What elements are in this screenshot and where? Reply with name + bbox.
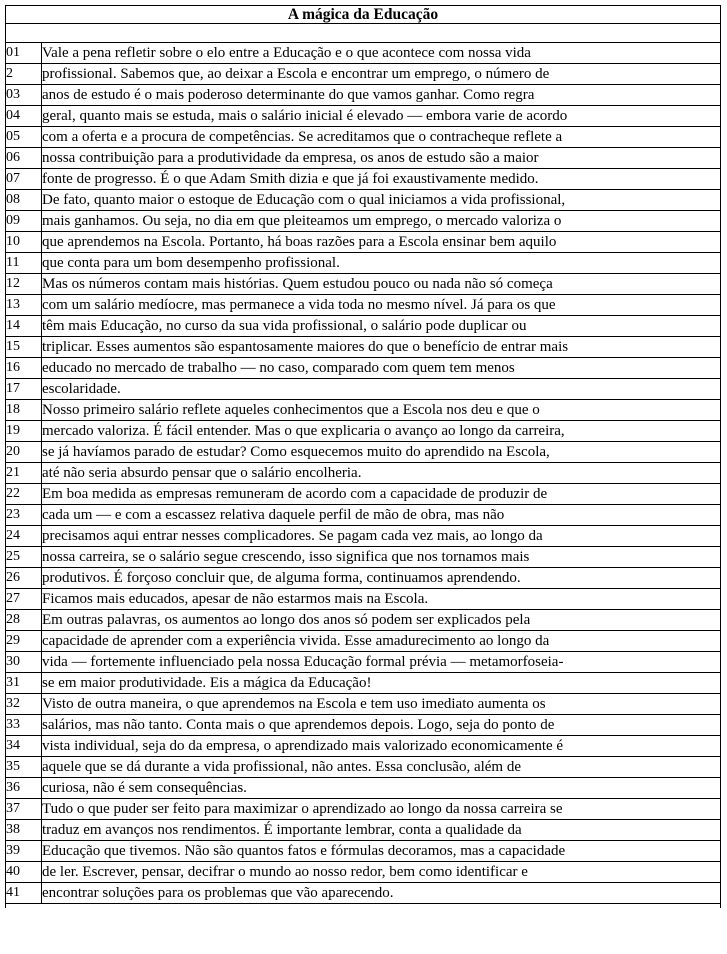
line-number: 15 bbox=[6, 337, 42, 358]
line-number: 14 bbox=[6, 316, 42, 337]
line-number: 05 bbox=[6, 127, 42, 148]
line-text: que conta para um bom desempenho profissional. bbox=[42, 253, 721, 274]
document-body bbox=[6, 6, 721, 43]
document-line-row bbox=[6, 820, 721, 841]
line-number: 35 bbox=[6, 757, 42, 778]
line-text: vista individual, seja do da empresa, o aprendizado mais valorizado economicamente é bbox=[42, 736, 721, 757]
line-number: 40 bbox=[6, 862, 42, 883]
line-number: 04 bbox=[6, 106, 42, 127]
line-text: se já havíamos parado de estudar? Como esquecemos muito do aprendido na Escola, bbox=[42, 442, 721, 463]
line-text: que aprendemos na Escola. Portanto, há boas razões para a Escola ensinar bem aquilo bbox=[42, 232, 721, 253]
document-line-row bbox=[6, 190, 721, 211]
line-text: Visto de outra maneira, o que aprendemos na Escola e tem uso imediato aumenta os bbox=[42, 694, 721, 715]
document-line-row bbox=[6, 253, 721, 274]
document-line-row bbox=[6, 85, 721, 106]
document-line-row bbox=[6, 484, 721, 505]
line-number: 25 bbox=[6, 547, 42, 568]
document-line-row bbox=[6, 694, 721, 715]
line-number: 17 bbox=[6, 379, 42, 400]
document-line-row bbox=[6, 463, 721, 484]
document-line-row bbox=[6, 526, 721, 547]
document-line-row bbox=[6, 778, 721, 799]
line-number: 29 bbox=[6, 631, 42, 652]
document-line-row bbox=[6, 316, 721, 337]
line-text: escolaridade. bbox=[42, 379, 721, 400]
line-number: 09 bbox=[6, 211, 42, 232]
line-text: vida — fortemente influenciado pela nossa Educação formal prévia — metamorfoseia- bbox=[42, 652, 721, 673]
line-text: De fato, quanto maior o estoque de Educação com o qual iniciamos a vida profissional, bbox=[42, 190, 721, 211]
document-line-row bbox=[6, 211, 721, 232]
line-number: 31 bbox=[6, 673, 42, 694]
document-line-row bbox=[6, 295, 721, 316]
line-text: mercado valoriza. É fácil entender. Mas o que explicaria o avanço ao longo da carreira, bbox=[42, 421, 721, 442]
title-row bbox=[6, 6, 721, 24]
line-number: 06 bbox=[6, 148, 42, 169]
line-number: 34 bbox=[6, 736, 42, 757]
line-text: curiosa, não é sem consequências. bbox=[42, 778, 721, 799]
document-line-row bbox=[6, 589, 721, 610]
line-number: 21 bbox=[6, 463, 42, 484]
line-number: 37 bbox=[6, 799, 42, 820]
line-number: 20 bbox=[6, 442, 42, 463]
document-line-row bbox=[6, 421, 721, 442]
line-number: 12 bbox=[6, 274, 42, 295]
line-text: Tudo o que puder ser feito para maximizar o aprendizado ao longo da nossa carreira se bbox=[42, 799, 721, 820]
document-line-row bbox=[6, 631, 721, 652]
line-number: 18 bbox=[6, 400, 42, 421]
line-number: 22 bbox=[6, 484, 42, 505]
line-text: nossa contribuição para a produtividade da empresa, os anos de estudo são a maior bbox=[42, 148, 721, 169]
line-number: 36 bbox=[6, 778, 42, 799]
line-number: 27 bbox=[6, 589, 42, 610]
line-number: 38 bbox=[6, 820, 42, 841]
line-text: produtivos. É forçoso concluir que, de alguma forma, continuamos aprendendo. bbox=[42, 568, 721, 589]
document-line-row bbox=[6, 127, 721, 148]
line-number: 10 bbox=[6, 232, 42, 253]
line-number: 16 bbox=[6, 358, 42, 379]
line-text: mais ganhamos. Ou seja, no dia em que pleiteamos um emprego, o mercado valoriza o bbox=[42, 211, 721, 232]
document-line-row bbox=[6, 169, 721, 190]
line-text: Educação que tivemos. Não são quantos fatos e fórmulas decoramos, mas a capacidade bbox=[42, 841, 721, 862]
page-bottom-stub-inner bbox=[5, 904, 721, 908]
numbered-lines bbox=[6, 43, 721, 904]
line-number: 32 bbox=[6, 694, 42, 715]
line-text: de ler. Escrever, pensar, decifrar o mundo ao nosso redor, bem como identificar e bbox=[42, 862, 721, 883]
line-text: Nosso primeiro salário reflete aqueles conhecimentos que a Escola nos deu e que o bbox=[42, 400, 721, 421]
document-line-row bbox=[6, 757, 721, 778]
document-line-row bbox=[6, 568, 721, 589]
line-text: salários, mas não tanto. Conta mais o que aprendemos depois. Logo, seja do ponto de bbox=[42, 715, 721, 736]
document-line-row bbox=[6, 337, 721, 358]
document-line-row bbox=[6, 106, 721, 127]
line-text: cada um — e com a escassez relativa daquele perfil de mão de obra, mas não bbox=[42, 505, 721, 526]
spacer-row bbox=[6, 24, 721, 43]
document-line-row bbox=[6, 43, 721, 64]
line-text: Vale a pena refletir sobre o elo entre a Educação e o que acontece com nossa vida bbox=[42, 43, 721, 64]
line-text: com um salário medíocre, mas permanece a vida toda no mesmo nível. Já para os que bbox=[42, 295, 721, 316]
document-line-row bbox=[6, 883, 721, 904]
document-line-row bbox=[6, 358, 721, 379]
line-text: capacidade de aprender com a experiência vivida. Esse amadurecimento ao longo da bbox=[42, 631, 721, 652]
document-line-row bbox=[6, 232, 721, 253]
line-text: até não seria absurdo pensar que o salário encolheria. bbox=[42, 463, 721, 484]
line-number: 28 bbox=[6, 610, 42, 631]
line-number: 01 bbox=[6, 43, 42, 64]
document-line-row bbox=[6, 148, 721, 169]
line-number: 07 bbox=[6, 169, 42, 190]
line-text: se em maior produtividade. Eis a mágica da Educação! bbox=[42, 673, 721, 694]
document-line-row bbox=[6, 610, 721, 631]
document-line-row bbox=[6, 64, 721, 85]
document-line-row bbox=[6, 715, 721, 736]
line-text: aquele que se dá durante a vida profissional, não antes. Essa conclusão, além de bbox=[42, 757, 721, 778]
line-number: 26 bbox=[6, 568, 42, 589]
line-number: 03 bbox=[6, 85, 42, 106]
document-line-row bbox=[6, 505, 721, 526]
document-line-row bbox=[6, 736, 721, 757]
line-text: com a oferta e a procura de competências. Se acreditamos que o contracheque reflete a bbox=[42, 127, 721, 148]
line-text: Em outras palavras, os aumentos ao longo dos anos só podem ser explicados pela bbox=[42, 610, 721, 631]
line-number: 19 bbox=[6, 421, 42, 442]
line-text: geral, quanto mais se estuda, mais o salário inicial é elevado — embora varie de acordo bbox=[42, 106, 721, 127]
line-text: anos de estudo é o mais poderoso determinante do que vamos ganhar. Como regra bbox=[42, 85, 721, 106]
document-line-row bbox=[6, 547, 721, 568]
line-number: 23 bbox=[6, 505, 42, 526]
document-line-row bbox=[6, 799, 721, 820]
document-line-row bbox=[6, 400, 721, 421]
line-text: Ficamos mais educados, apesar de não estarmos mais na Escola. bbox=[42, 589, 721, 610]
line-text: encontrar soluções para os problemas que vão aparecendo. bbox=[42, 883, 721, 904]
document-line-row bbox=[6, 862, 721, 883]
line-number: 30 bbox=[6, 652, 42, 673]
line-number: 2 bbox=[6, 64, 42, 85]
line-text: precisamos aqui entrar nesses complicadores. Se pagam cada vez mais, ao longo da bbox=[42, 526, 721, 547]
line-text: fonte de progresso. É o que Adam Smith dizia e que já foi exaustivamente medido. bbox=[42, 169, 721, 190]
document-line-row bbox=[6, 442, 721, 463]
document-line-row bbox=[6, 652, 721, 673]
line-number: 08 bbox=[6, 190, 42, 211]
document-title: A mágica da Educação bbox=[6, 6, 721, 24]
line-number: 24 bbox=[6, 526, 42, 547]
line-text: triplicar. Esses aumentos são espantosamente maiores do que o benefício de entrar mais bbox=[42, 337, 721, 358]
line-number: 13 bbox=[6, 295, 42, 316]
line-text: têm mais Educação, no curso da sua vida profissional, o salário pode duplicar ou bbox=[42, 316, 721, 337]
line-number: 33 bbox=[6, 715, 42, 736]
line-number: 41 bbox=[6, 883, 42, 904]
line-text: nossa carreira, se o salário segue crescendo, isso significa que nos tornamos mais bbox=[42, 547, 721, 568]
document-line-row bbox=[6, 379, 721, 400]
line-text: traduz em avanços nos rendimentos. É importante lembrar, conta a qualidade da bbox=[42, 820, 721, 841]
line-text: educado no mercado de trabalho — no caso, comparado com quem tem menos bbox=[42, 358, 721, 379]
line-number: 11 bbox=[6, 253, 42, 274]
document-line-row bbox=[6, 274, 721, 295]
document-line-row bbox=[6, 841, 721, 862]
line-text: profissional. Sabemos que, ao deixar a Escola e encontrar um emprego, o número de bbox=[42, 64, 721, 85]
page-bottom-stub bbox=[5, 904, 722, 910]
line-text: Mas os números contam mais histórias. Quem estudou pouco ou nada não só começa bbox=[42, 274, 721, 295]
document-line-row bbox=[6, 673, 721, 694]
line-number: 39 bbox=[6, 841, 42, 862]
spacer-cell bbox=[6, 24, 721, 43]
document-table bbox=[5, 5, 721, 904]
line-text: Em boa medida as empresas remuneram de acordo com a capacidade de produzir de bbox=[42, 484, 721, 505]
